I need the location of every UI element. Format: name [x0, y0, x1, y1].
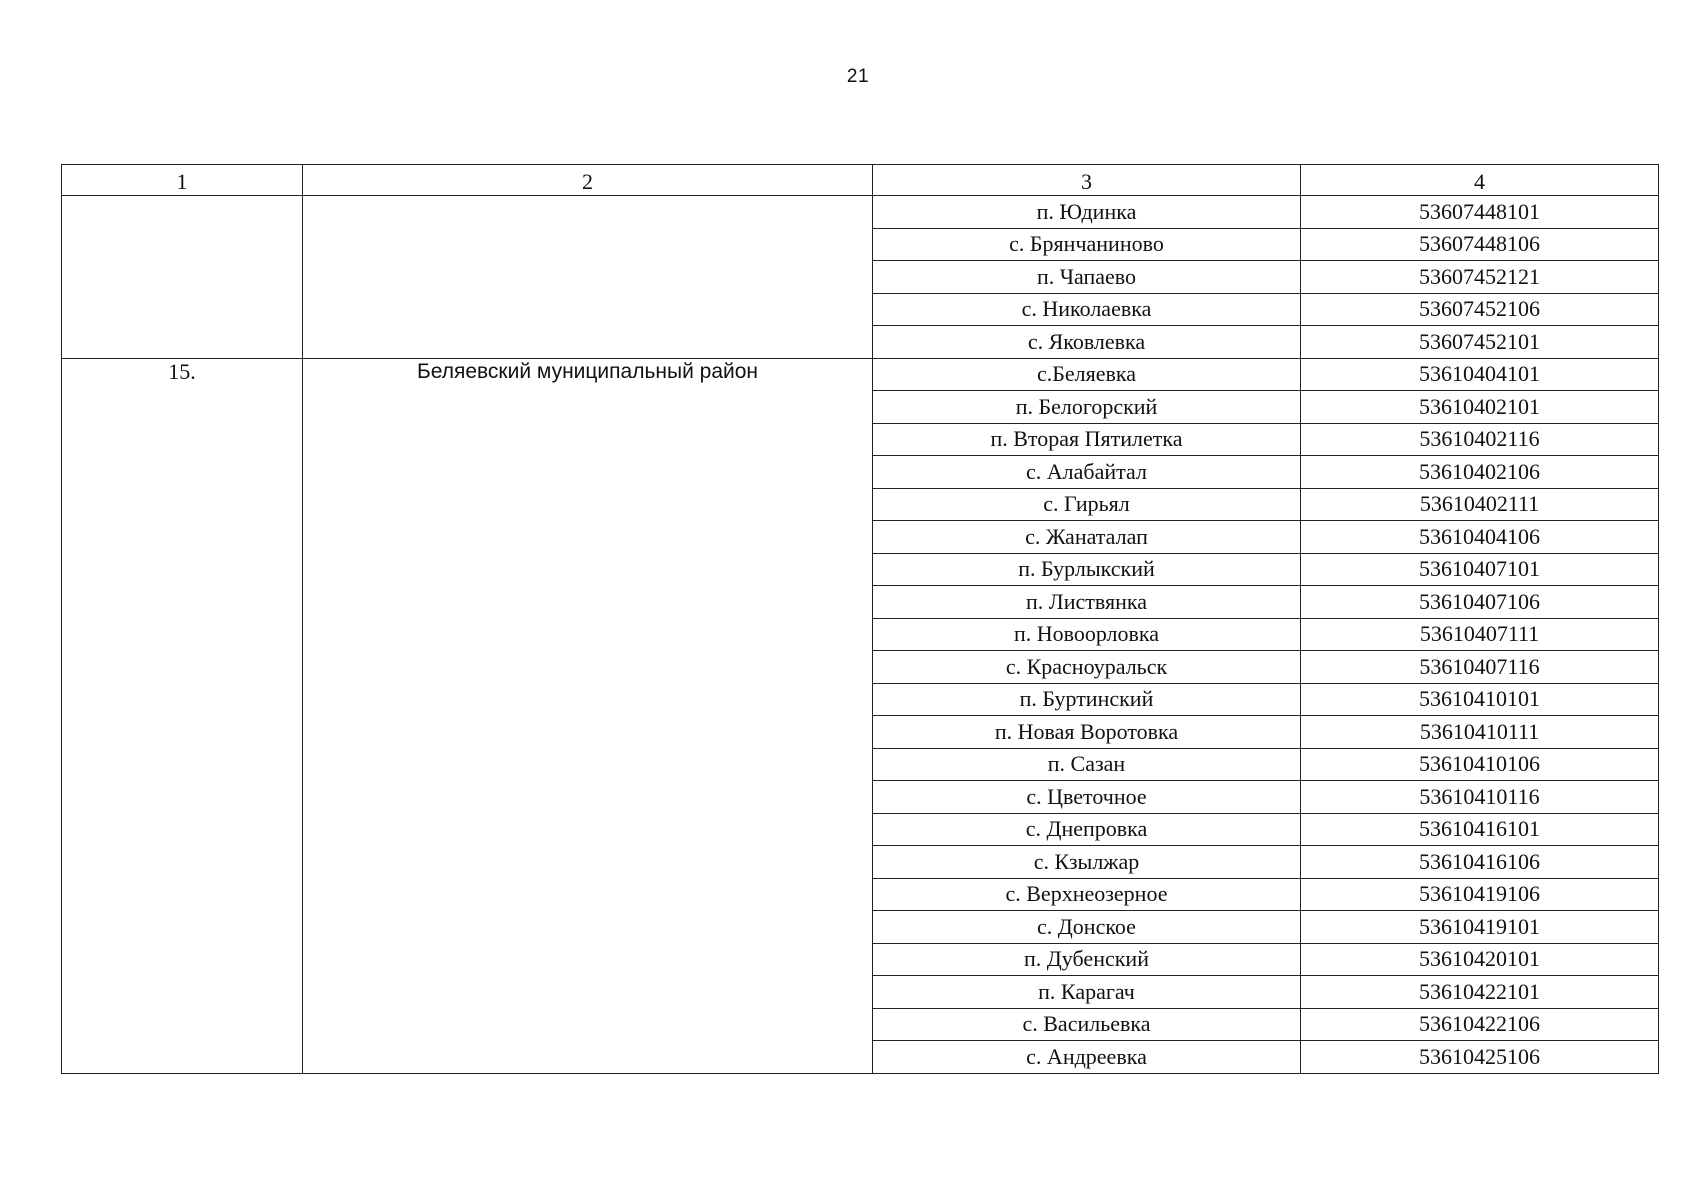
settlement-name-cell: п. Юдинка [873, 196, 1301, 229]
settlement-name-cell: с. Верхнеозерное [873, 878, 1301, 911]
settlement-name-cell: с. Донское [873, 911, 1301, 944]
oktmo-code-cell: 53610407111 [1301, 618, 1659, 651]
oktmo-code-cell: 53610422101 [1301, 976, 1659, 1009]
column-header-settlement: 3 [873, 165, 1301, 196]
oktmo-code-cell: 53610407116 [1301, 651, 1659, 684]
column-header-district: 2 [303, 165, 873, 196]
oktmo-code-cell: 53610404101 [1301, 358, 1659, 391]
oktmo-code-cell: 53610419101 [1301, 911, 1659, 944]
settlement-name-cell: с. Кзылжар [873, 846, 1301, 879]
settlement-name-cell: п. Карагач [873, 976, 1301, 1009]
settlement-name-cell: с. Цветочное [873, 781, 1301, 814]
settlement-name-cell: п. Листвянка [873, 586, 1301, 619]
oktmo-code-cell: 53610416106 [1301, 846, 1659, 879]
settlement-name-cell: п. Буртинский [873, 683, 1301, 716]
oktmo-code-cell: 53610407106 [1301, 586, 1659, 619]
oktmo-code-cell: 53610420101 [1301, 943, 1659, 976]
settlement-name-cell: п. Чапаево [873, 261, 1301, 294]
oktmo-code-cell: 53610402111 [1301, 488, 1659, 521]
oktmo-code-cell: 53610402101 [1301, 391, 1659, 424]
settlement-name-cell: с. Николаевка [873, 293, 1301, 326]
header-row [62, 165, 1659, 196]
table-row [62, 358, 1659, 391]
oktmo-code-cell: 53610410106 [1301, 748, 1659, 781]
settlement-name-cell: п. Сазан [873, 748, 1301, 781]
oktmo-code-cell: 53610425106 [1301, 1041, 1659, 1074]
oktmo-code-cell: 53610416101 [1301, 813, 1659, 846]
district-number-cell: 15. [62, 358, 303, 1073]
oktmo-code-cell: 53607452121 [1301, 261, 1659, 294]
column-header-number: 1 [62, 165, 303, 196]
district-number-cell [62, 196, 303, 359]
settlement-name-cell: с. Днепровка [873, 813, 1301, 846]
oktmo-code-cell: 53610410111 [1301, 716, 1659, 749]
settlement-name-cell: с. Жанаталап [873, 521, 1301, 554]
settlement-name-cell: п. Бурлыкский [873, 553, 1301, 586]
settlements-table [61, 164, 1659, 1074]
settlement-name-cell: с. Андреевка [873, 1041, 1301, 1074]
settlement-name-cell: с. Брянчаниново [873, 228, 1301, 261]
settlement-name-cell: п. Новая Воротовка [873, 716, 1301, 749]
table-header [62, 165, 1659, 196]
settlement-name-cell: с. Красноуральск [873, 651, 1301, 684]
settlement-name-cell: п. Дубенский [873, 943, 1301, 976]
settlement-name-cell: с. Алабайтал [873, 456, 1301, 489]
oktmo-code-cell: 53610410101 [1301, 683, 1659, 716]
oktmo-code-cell: 53610422106 [1301, 1008, 1659, 1041]
page-number: 21 [846, 66, 870, 87]
oktmo-code-cell: 53607448106 [1301, 228, 1659, 261]
oktmo-code-cell: 53610419106 [1301, 878, 1659, 911]
table-body [62, 196, 1659, 1074]
settlement-name-cell: с. Васильевка [873, 1008, 1301, 1041]
settlement-name-cell: п. Вторая Пятилетка [873, 423, 1301, 456]
oktmo-code-cell: 53607452101 [1301, 326, 1659, 359]
settlement-name-cell: с. Гирьял [873, 488, 1301, 521]
district-name-cell [303, 196, 873, 359]
settlement-name-cell: с.Беляевка [873, 358, 1301, 391]
oktmo-code-cell: 53610402106 [1301, 456, 1659, 489]
settlement-name-cell: п. Новоорловка [873, 618, 1301, 651]
district-name-cell: Беляевский муниципальный район [303, 358, 873, 1073]
settlement-name-cell: п. Белогорский [873, 391, 1301, 424]
column-header-code: 4 [1301, 165, 1659, 196]
oktmo-code-cell: 53610410116 [1301, 781, 1659, 814]
oktmo-code-cell: 53607448101 [1301, 196, 1659, 229]
oktmo-code-cell: 53607452106 [1301, 293, 1659, 326]
oktmo-code-cell: 53610404106 [1301, 521, 1659, 554]
oktmo-code-cell: 53610402116 [1301, 423, 1659, 456]
oktmo-code-cell: 53610407101 [1301, 553, 1659, 586]
table-row [62, 196, 1659, 229]
settlement-name-cell: с. Яковлевка [873, 326, 1301, 359]
